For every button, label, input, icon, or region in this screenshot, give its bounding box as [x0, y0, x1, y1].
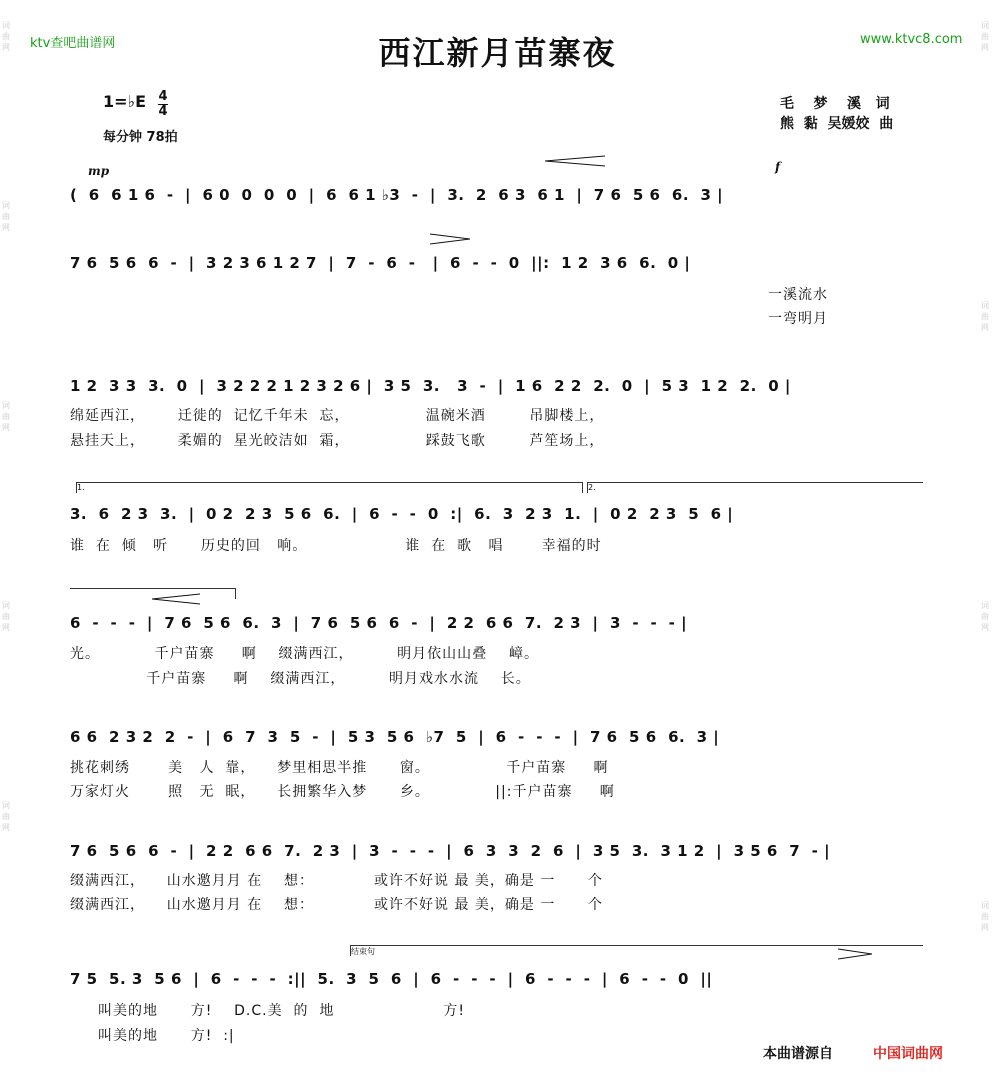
side-text: 词曲网 [2, 401, 10, 432]
side-text: 词曲网 [2, 21, 10, 52]
notation-line: 6 6 2 3 2 2 - | 6 7 3 5 - | 5 3 5 6 ♭7 5 | 6 - - - | 7 6 5 6 6. 3 | [70, 728, 720, 746]
staff-row-4 [70, 503, 925, 525]
lyric-line: 一弯明月 [768, 311, 828, 327]
lyric-line: 万家灯火 照 无 眠， 长拥繁华入梦 乡。 ||:千户苗寨 啊 [70, 784, 615, 800]
lyric-line: 缀满西江， 山水邀月月 在 想： 或许不好说 最 美，确是 一 个 [70, 873, 604, 889]
notation-line: 6 - - - | 7 6 5 6 6. 3 | 7 6 5 6 6 - | 2 2 6 6 7. 2 3 | 3 - - - | [70, 614, 688, 632]
side-text: 词曲网 [981, 21, 989, 52]
first-ending-bracket [76, 482, 583, 493]
staff-row-7 [70, 840, 925, 862]
volta-2: 2. [588, 483, 596, 492]
coda-bracket [350, 945, 923, 956]
key-signature: 1=♭E [103, 92, 147, 111]
right-site-link[interactable]: www.ktvc8.com [860, 32, 963, 47]
right-watermark-strip [979, 0, 995, 1090]
side-text: 词曲网 [2, 801, 10, 832]
decrescendo-mark [430, 233, 470, 245]
notation-line: 7 6 5 6 6 - | 3 2 3 6 1 2 7 | 7 - 6 - | 6 - - 0 ||: 1 2 3 6 6. 0 | [70, 254, 691, 272]
tempo-marking: 每分钟 78拍 [103, 130, 178, 145]
staff-row-3 [70, 375, 925, 397]
lyric-line: 谁 在 倾 听 历史的回 响。 谁 在 歌 唱 幸福的时 [70, 538, 602, 554]
lyric-line: 悬挂天上， 柔媚的 星光皎洁如 霜， 踩鼓飞歌 芦笙场上， [70, 433, 605, 449]
lyric-line: 挑花刺绣 美 人 靠， 梦里相思半推 窗。 千户苗寨 啊 [70, 760, 609, 776]
staff-row-8 [70, 968, 925, 990]
lyricist-credit: 毛 梦 溪 词 [780, 96, 890, 112]
side-text: 词曲网 [981, 301, 989, 332]
composer-credit: 熊 黏 吴媛姣 曲 [780, 116, 894, 132]
staff-row-6 [70, 726, 925, 748]
time-signature [158, 90, 168, 119]
lyric-line: 叫美的地 方! :| [98, 1028, 235, 1044]
lyric-line: 千户苗寨 啊 缀满西江， 明月戏水水流 长。 [70, 671, 531, 687]
side-text: 词曲网 [2, 601, 10, 632]
staff-row-2 [70, 252, 925, 274]
source-site-link[interactable]: 中国词曲网 [873, 1046, 943, 1062]
second-ending-bracket [587, 482, 923, 493]
notation-line: 1 2 3 3 3. 0 | 3 2 2 2 1 2 3 2 6 | 3 5 3. 3 - | 1 6 2 2 2. 0 | 5 3 1 2 2. 0 | [70, 377, 791, 395]
notation-line: 7 6 5 6 6 - | 2 2 6 6 7. 2 3 | 3 - - - | 6 3 3 2 6 | 3 5 3. 3 1 2 | 3 5 6 7 - | [70, 842, 831, 860]
crescendo-mark [545, 155, 605, 167]
lyric-line: 缀满西江， 山水邀月月 在 想： 或许不好说 最 美，确是 一 个 [70, 897, 604, 913]
source-label: 本曲谱源自 [763, 1046, 833, 1062]
volta-1: 1. [77, 483, 85, 492]
staff-row-1 [70, 184, 925, 206]
lyric-line: 叫美的地 方! D.C.美 的 地 方! [98, 1003, 465, 1019]
dynamic-f: f [775, 160, 781, 174]
ending-continuation [70, 588, 236, 599]
lyric-line: 一溪流水 [768, 287, 828, 303]
time-sig-bottom: 4 [158, 104, 168, 119]
notation-line: 3. 6 2 3 3. | 0 2 2 3 5 6 6. | 6 - - 0 :| 6. 3 2 3 1. | 0 2 2 3 5 6 | [70, 505, 734, 523]
left-watermark-strip [0, 0, 16, 1090]
side-text: 词曲网 [2, 201, 10, 232]
song-title: 西江新月苗寨夜 [378, 34, 617, 72]
lyric-line: 绵延西江， 迁徙的 记忆千年未 忘， 温碗米酒 吊脚楼上， [70, 408, 605, 424]
notation-line: ( 6 6 1 6 - | 6 0 0 0 0 | 6 6 1 ♭3 - | 3. 2 6 3 6 1 | 7 6 5 6 6. 3 | [70, 186, 724, 204]
side-text: 词曲网 [981, 901, 989, 932]
left-site-link[interactable]: ktv查吧曲谱网 [30, 36, 116, 51]
time-sig-top: 4 [158, 89, 168, 104]
side-text: 词曲网 [981, 601, 989, 632]
lyric-line: 光。 千户苗寨 啊 缀满西江， 明月依山山叠 嶂。 [70, 646, 539, 662]
staff-row-5 [70, 612, 925, 634]
notation-line: 7 5 5. 3 5 6 | 6 - - - :|| 5. 3 5 6 | 6 - - - | 6 - - - | 6 - - 0 || [70, 970, 713, 988]
coda-label: 结束句 [351, 947, 375, 956]
dynamic-mp: mp [88, 164, 110, 178]
credits [780, 94, 893, 134]
